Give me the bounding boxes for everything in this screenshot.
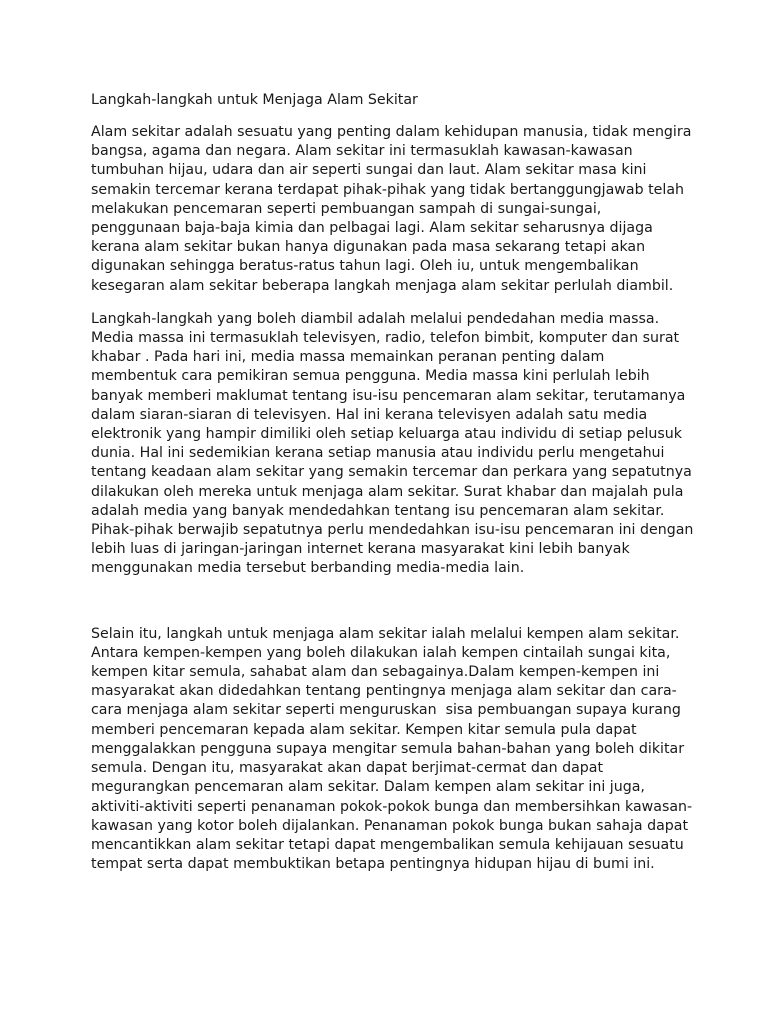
paragraph-line: bangsa, agama dan negara. Alam sekitar ini termasuklah kawasan-kawasan (91, 143, 633, 160)
paragraph-3 (91, 625, 693, 875)
paragraph-line: semakin tercemar kerana terdapat pihak-pihak yang tidak bertanggungjawab telah (91, 181, 685, 198)
paragraph-line: semula. Dengan itu, masyarakat akan dapat berjimat-cermat dan dapat (91, 760, 604, 777)
paragraph-line: menggunakan media tersebut berbanding media-media lain. (91, 560, 525, 577)
paragraph-line: kawasan yang kotor boleh dijalankan. Penanaman pokok bunga bukan sahaja dapat (91, 817, 689, 834)
paragraph-line: mencantikkan alam sekitar tetapi dapat mengembalikan semula kehijauan sesuatu (91, 836, 684, 853)
paragraph-2 (91, 310, 694, 579)
paragraph-line: dunia. Hal ini sedemikian kerana setiap manusia atau individu perlu mengetahui (91, 445, 665, 462)
paragraph-line: Langkah-langkah yang boleh diambil adalah melalui pendedahan media massa. (91, 310, 660, 327)
paragraph-line: kempen kitar semula, sahabat alam dan sebagainya.Dalam kempen-kempen ini (91, 664, 660, 681)
paragraph-line: kerana alam sekitar bukan hanya digunakan pada masa sekarang tetapi akan (91, 239, 646, 256)
paragraph-line: Selain itu, langkah untuk menjaga alam sekitar ialah melalui kempen alam sekitar. (91, 625, 680, 642)
paragraph-line: Alam sekitar adalah sesuatu yang penting dalam kehidupan manusia, tidak mengira (91, 124, 692, 140)
paragraph-line: Media massa ini termasuklah televisyen, radio, telefon bimbit, komputer dan surat (91, 330, 680, 347)
paragraph-line: adalah media yang banyak mendedahkan tentang isu pencemaran alam sekitar. (91, 502, 665, 519)
document-title: Langkah-langkah untuk Menjaga Alam Sekitar (91, 92, 418, 108)
paragraph-line: dalam siaran-siaran di televisyen. Hal ini kerana televisyen adalah satu media (91, 406, 648, 423)
paragraph-1 (91, 123, 692, 296)
paragraph-line: lebih luas di jaringan-jaringan internet kerana masyarakat kini lebih banyak (91, 541, 630, 558)
paragraph-line: banyak memberi maklumat tentang isu-isu pencemaran alam sekitar, terutamanya (91, 387, 686, 404)
paragraph-line: cara menjaga alam sekitar seperti menguruskan sisa pembuangan supaya kurang (91, 702, 681, 719)
paragraph-line: Antara kempen-kempen yang boleh dilakukan ialah kempen cintailah sungai kita, (91, 644, 671, 661)
paragraph-line: penggunaan baja-baja kimia dan pelbagai lagi. Alam sekitar seharusnya dijaga (91, 220, 653, 237)
paragraph-line: membentuk cara pemikiran semua pengguna. Media massa kini perlulah lebih (91, 368, 650, 385)
paragraph-line: menggalakkan pengguna supaya mengitar semula bahan-bahan yang boleh dikitar (91, 740, 685, 757)
paragraph-line: tempat serta dapat membuktikan betapa pentingnya hidupan hijau di bumi ini. (91, 856, 655, 873)
paragraph-line: kesegaran alam sekitar beberapa langkah menjaga alam sekitar perlulah diambil. (91, 277, 674, 294)
paragraph-line: tumbuhan hijau, udara dan air seperti sungai dan laut. Alam sekitar masa kini (91, 162, 647, 179)
paragraph-line: melakukan pencemaran seperti pembuangan sampah di sungai-sungai, (91, 200, 602, 217)
paragraph-line: digunakan sehingga beratus-ratus tahun lagi. Oleh iu, untuk mengembalikan (91, 258, 639, 275)
paragraph-line: megurangkan pencemaran alam sekitar. Dalam kempen alam sekitar ini juga, (91, 779, 645, 796)
paragraph-line: khabar . Pada hari ini, media massa memainkan peranan penting dalam (91, 349, 605, 366)
paragraph-line: Pihak-pihak berwajib sepatutnya perlu mendedahkan isu-isu pencemaran ini dengan (91, 522, 694, 539)
paragraph-line: aktiviti-aktiviti seperti penanaman pokok-pokok bunga dan membersihkan kawasan- (91, 798, 693, 815)
paragraph-line: memberi pencemaran kepada alam sekitar. Kempen kitar semula pula dapat (91, 721, 637, 738)
paragraph-line: tentang keadaan alam sekitar yang semakin tercemar dan perkara yang sepatutnya (91, 464, 692, 481)
paragraph-line: masyarakat akan didedahkan tentang pentingnya menjaga alam sekitar dan cara- (91, 683, 677, 700)
paragraph-line: dilakukan oleh mereka untuk menjaga alam sekitar. Surat khabar dan majalah pula (91, 483, 684, 500)
paragraph-line: elektronik yang hampir dimiliki oleh setiap keluarga atau individu di setiap pelusuk (91, 426, 682, 443)
